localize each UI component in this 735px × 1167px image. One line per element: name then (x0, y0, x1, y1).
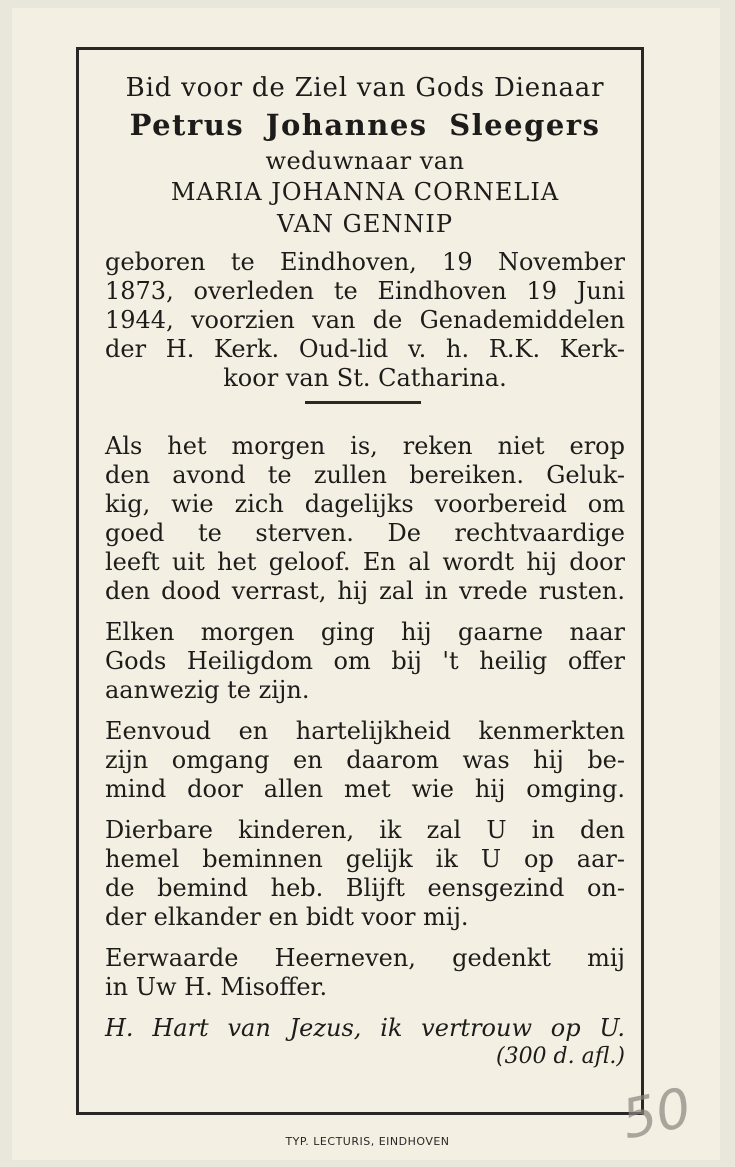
paragraph-line: Eerwaarde Heerneven, gedenkt mij (105, 944, 625, 972)
biography (105, 248, 625, 393)
bio-line: der H. Kerk. Oud-lid v. h. R.K. Kerk- (105, 335, 625, 363)
closing-prayer: H. Hart van Jezus, ik vertrouw op U. (105, 1014, 625, 1042)
paragraph-line: den avond te zullen bereiken. Geluk- (105, 461, 625, 489)
paragraph-line: leeft uit het geloof. En al wordt hij door (105, 548, 625, 576)
printer-imprint: TYP. LECTURIS, EINDHOVEN (285, 1135, 450, 1148)
paragraph-line: de bemind heb. Blijft eensgezind on- (105, 874, 625, 902)
paragraph-line: goed te sterven. De rechtvaardige (105, 519, 625, 547)
paragraph-line: aanwezig te zijn. (105, 676, 310, 704)
bio-line: 1944, voorzien van de Genademiddelen (105, 306, 625, 334)
paragraph-line: den dood verrast, hij zal in vrede rusten. (105, 577, 625, 605)
paragraph (105, 432, 625, 606)
paragraph-line: in Uw H. Misoffer. (105, 973, 328, 1001)
bio-line: 1873, overleden te Eindhoven 19 Juni (105, 277, 625, 305)
spouse-name-line-2: VAN GENNIP (277, 210, 453, 238)
spouse-name-line-1: MARIA JOHANNA CORNELIA (170, 178, 560, 206)
indulgence-note: (300 d. afl.) (495, 1044, 625, 1069)
paragraph (105, 618, 625, 705)
handwritten-note: 50 (616, 1075, 697, 1152)
card-text (105, 72, 625, 1071)
deceased-name: Petrus Johannes Sleegers (129, 108, 601, 142)
paragraph-line: der elkander en bidt voor mij. (105, 903, 469, 931)
paragraph (105, 944, 625, 1002)
paragraph-line: Als het morgen is, reken niet erop (105, 432, 625, 460)
paragraph-line: hemel beminnen gelijk ik U op aar- (105, 845, 625, 873)
paragraph-line: kig, wie zich dagelijks voorbereid om (105, 490, 625, 518)
bio-line: koor van St. Catharina. (223, 364, 507, 392)
paragraph-line: Elken morgen ging hij gaarne naar (105, 618, 625, 646)
relation-text: weduwnaar van (265, 147, 465, 175)
paragraph-line: mind door allen met wie hij omging. (105, 775, 625, 803)
paragraph (105, 717, 625, 804)
paragraph-line: Eenvoud en hartelijkheid kenmerkten (105, 717, 625, 745)
paragraph-line: Dierbare kinderen, ik zal U in den (105, 816, 625, 844)
paragraph-line: Gods Heiligdom om bij 't heilig offer (105, 647, 625, 675)
bio-line: geboren te Eindhoven, 19 November (105, 248, 625, 276)
header (105, 72, 625, 240)
divider-rule (305, 401, 421, 404)
paragraph (105, 816, 625, 932)
intro-text: Bid voor de Ziel van Gods Dienaar (125, 73, 605, 103)
paragraph-line: zijn omgang en daarom was hij be- (105, 746, 625, 774)
